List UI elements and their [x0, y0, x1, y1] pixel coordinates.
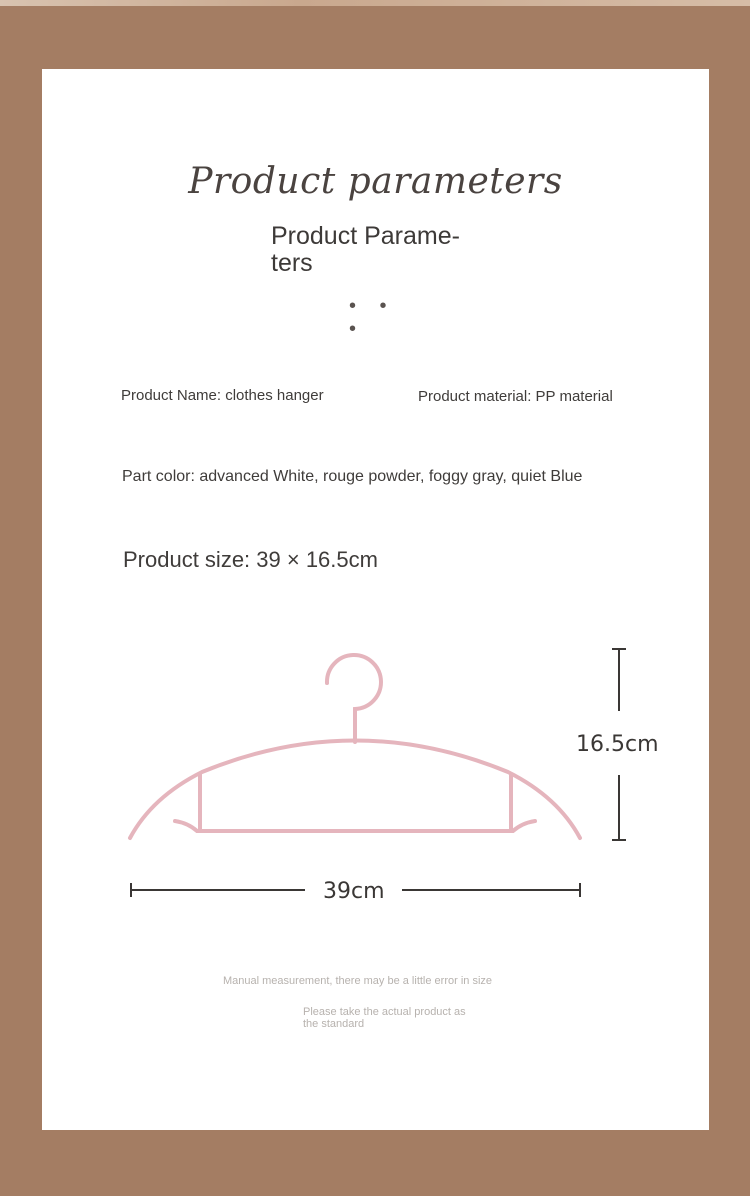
top-strip [0, 0, 750, 6]
product-color: Part color: advanced White, rouge powder, foggy gray, quiet Blue [122, 468, 583, 485]
standard-note: Please take the actual product as the standard [303, 1006, 466, 1030]
hanger-diagram [42, 69, 709, 1130]
width-label: 39cm [323, 879, 385, 904]
subtitle-text: Product Parame- ters [271, 222, 460, 277]
product-material: Product material: PP material [418, 388, 613, 405]
product-size: Product size: 39 × 16.5cm [123, 547, 378, 572]
decorative-dots: • • • [349, 295, 396, 340]
height-label: 16.5cm [576, 732, 659, 757]
product-name: Product Name: clothes hanger [121, 387, 324, 404]
measurement-note: Manual measurement, there may be a little error in size [223, 975, 493, 987]
parameter-card [42, 69, 709, 1130]
hanger-icon [130, 655, 580, 838]
page-title: Product parameters [188, 161, 563, 202]
